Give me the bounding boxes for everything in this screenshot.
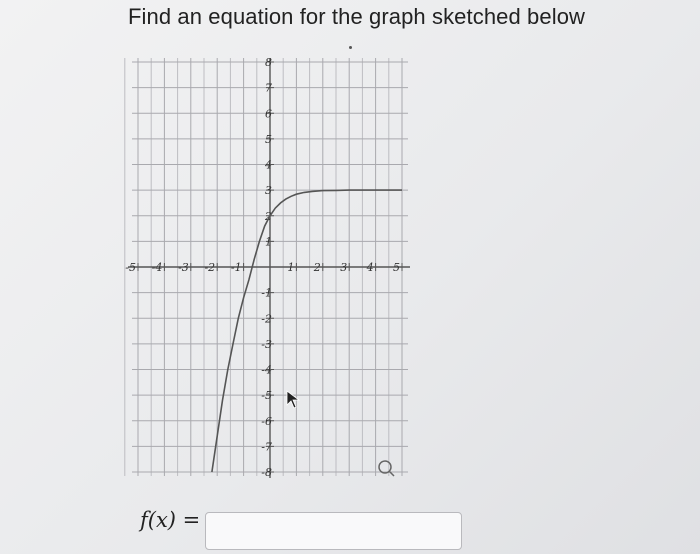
y-tick-label: -2 [261,312,272,326]
y-tick-label: 3 [265,184,272,198]
x-tick-label: 4 [366,261,374,274]
y-tick-label: -8 [261,466,272,478]
x-tick-label: 5 [393,261,400,274]
y-tick-label: -5 [261,389,272,403]
y-tick-label: -1 [261,286,272,300]
x-tick-label: 3 [340,261,348,274]
y-tick-label: -4 [261,363,272,377]
y-tick-label: -7 [261,440,272,454]
y-tick-label: 8 [265,58,272,69]
x-tick-label: -3 [178,261,189,274]
stray-dot [349,46,352,49]
function-graph [120,58,410,478]
x-tick-label: -2 [204,261,216,274]
x-tick-label: -1 [230,261,242,274]
y-tick-label: 2 [265,209,272,223]
magnifier-icon[interactable] [379,461,394,476]
x-tick-label: 2 [313,261,321,274]
function-curve [212,190,402,472]
y-tick-label: -3 [261,337,272,351]
answer-label: f(x) = [140,508,201,532]
x-tick-label: -4 [151,261,163,274]
question-text: Find an equation for the graph sketched below [128,4,586,29]
y-tick-label: 4 [265,158,272,172]
answer-input[interactable] [205,512,462,550]
x-tick-label: 1 [287,261,295,274]
y-tick-label: 6 [265,107,272,121]
x-tick-label: -5 [125,261,136,274]
mouse-cursor-icon [286,390,302,410]
y-tick-label: -6 [261,414,272,428]
y-tick-label: 5 [265,132,272,146]
y-tick-label: 1 [265,235,272,249]
y-tick-label: 7 [265,81,272,95]
